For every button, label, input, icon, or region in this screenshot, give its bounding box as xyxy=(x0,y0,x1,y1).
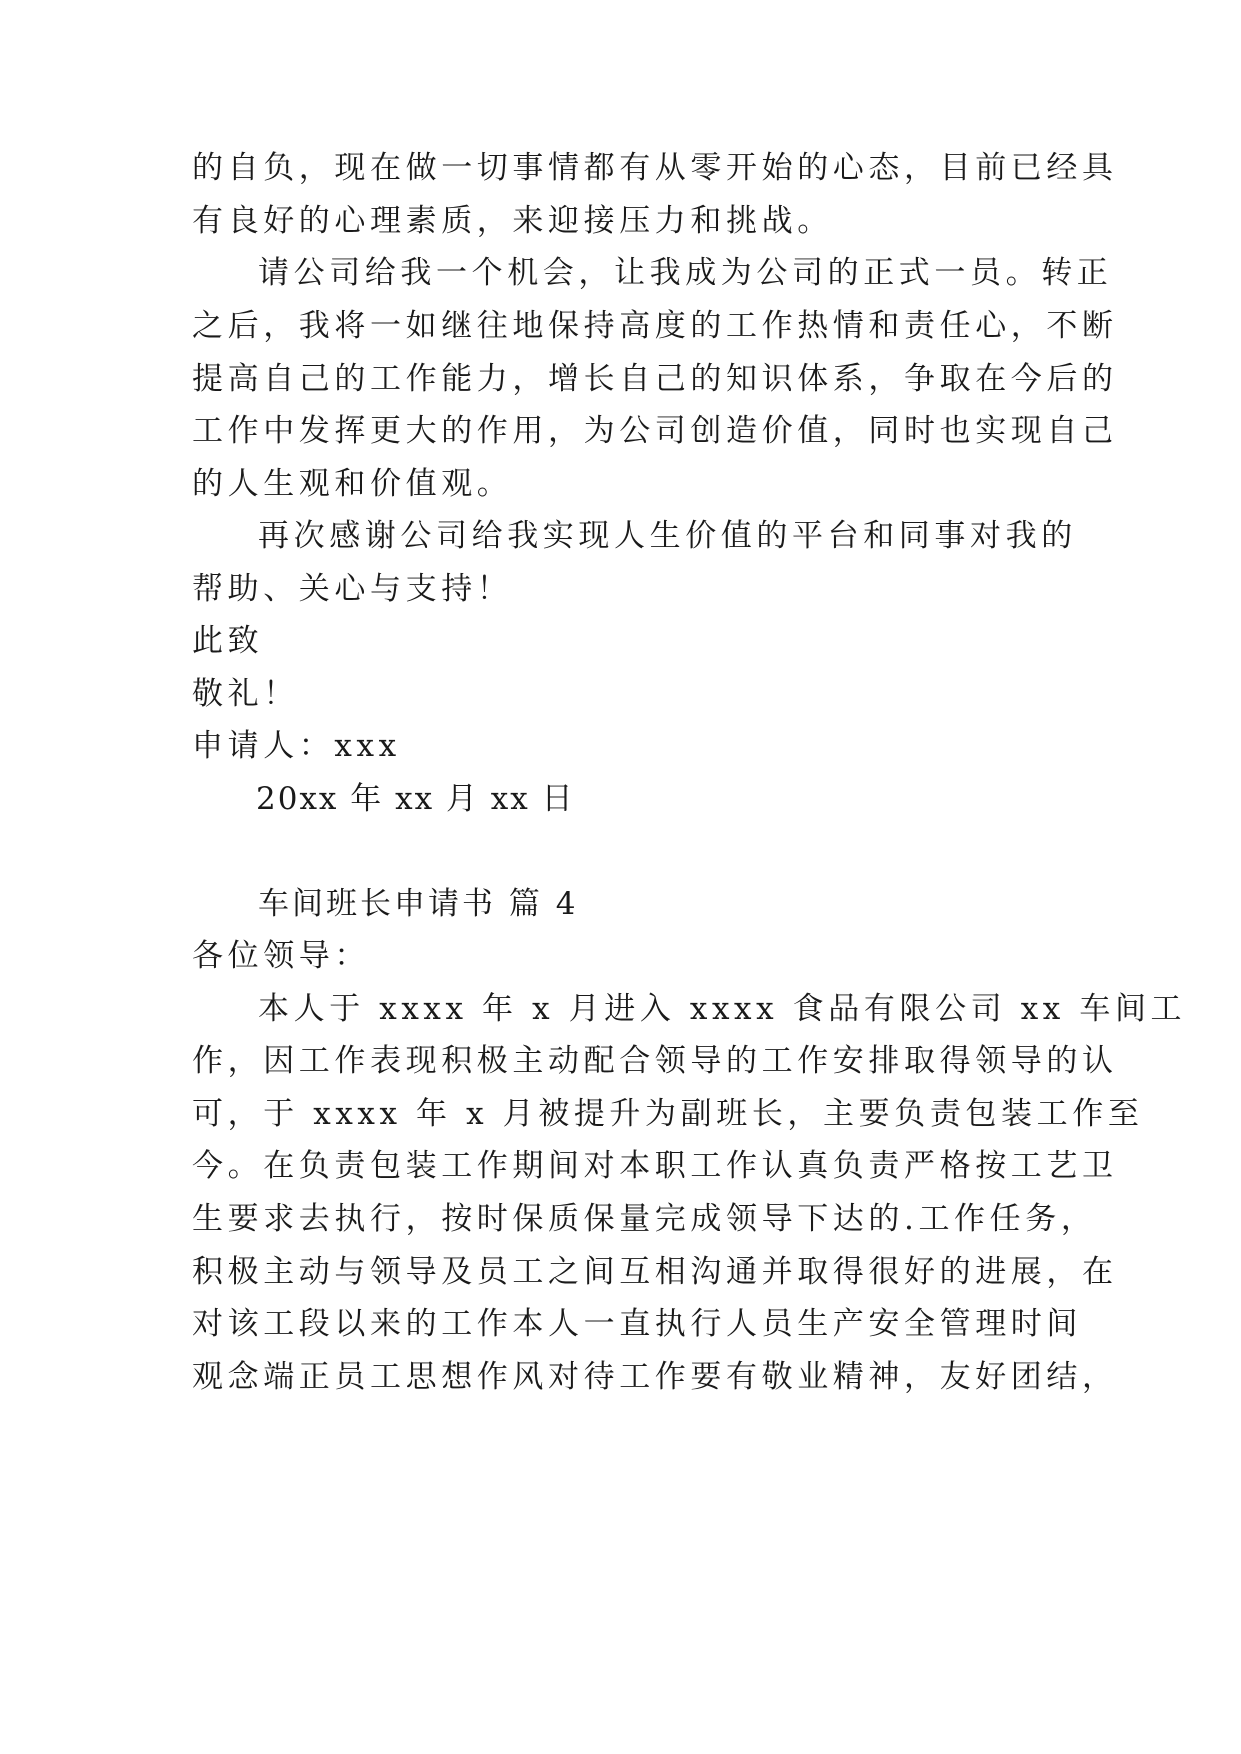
paragraph-line: 帮助、关心与支持！ xyxy=(192,571,513,607)
paragraph-line: 今。在负责包装工作期间对本职工作认真负责严格按工艺卫 xyxy=(192,1148,1118,1184)
regards: 敬礼！ xyxy=(192,676,299,712)
salutation: 此致 xyxy=(192,623,264,659)
paragraph-line: 对该工段以来的工作本人一直执行人员生产安全管理时间 xyxy=(192,1306,1082,1342)
paragraph-line: 再次感谢公司给我实现人生价值的平台和同事对我的 xyxy=(258,518,1077,554)
paragraph-line: 有良好的心理素质，来迎接压力和挑战。 xyxy=(192,203,833,239)
paragraph-line: 工作中发挥更大的作用，为公司创造价值，同时也实现自己 xyxy=(192,413,1118,449)
greeting: 各位领导： xyxy=(192,938,370,974)
paragraph-line: 的人生观和价值观。 xyxy=(192,466,513,502)
paragraph-line: 积极主动与领导及员工之间互相沟通并取得很好的进展，在 xyxy=(192,1254,1118,1290)
paragraph-line: 之后，我将一如继往地保持高度的工作热情和责任心，不断 xyxy=(192,308,1118,344)
paragraph-line: 观念端正员工思想作风对待工作要有敬业精神，友好团结， xyxy=(192,1359,1118,1395)
signature-date: 20xx 年 xx 月 xx 日 xyxy=(256,781,575,817)
paragraph-line: 提高自己的工作能力，增长自己的知识体系，争取在今后的 xyxy=(192,361,1118,397)
paragraph-line: 请公司给我一个机会，让我成为公司的正式一员。转正 xyxy=(258,255,1113,291)
paragraph-line: 作，因工作表现积极主动配合领导的工作安排取得领导的认 xyxy=(192,1043,1118,1079)
paragraph-line: 可，于 xxxx 年 x 月被提升为副班长，主要负责包装工作至 xyxy=(192,1096,1144,1132)
paragraph-line: 的自负，现在做一切事情都有从零开始的心态，目前已经具 xyxy=(192,150,1118,186)
paragraph-line: 生要求去执行，按时保质保量完成领导下达的.工作任务， xyxy=(192,1201,1097,1237)
applicant-signature: 申请人：xxx xyxy=(192,728,401,764)
section-title: 车间班长申请书 篇 4 xyxy=(258,886,579,922)
paragraph-line: 本人于 xxxx 年 x 月进入 xxxx 食品有限公司 xx 车间工 xyxy=(258,991,1187,1027)
